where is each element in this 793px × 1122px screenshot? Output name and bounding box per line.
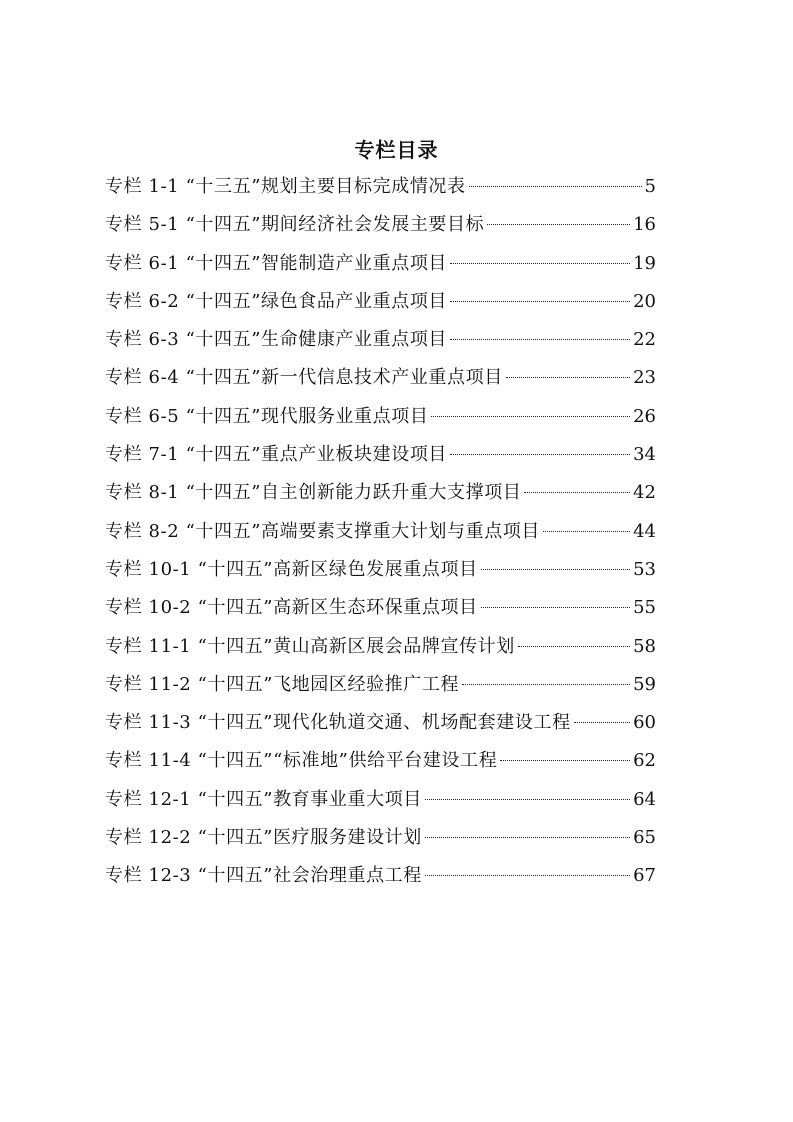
toc-entry[interactable] — [105, 555, 656, 593]
toc-entry[interactable] — [105, 670, 656, 708]
dot-leader — [524, 492, 630, 493]
toc-entry-page-number: 64 — [633, 788, 656, 810]
dot-leader — [431, 416, 630, 417]
toc-entry-title: 专栏 8-1 “十四五”自主创新能力跃升重大支撑项目 — [105, 482, 522, 504]
dot-leader — [481, 569, 630, 570]
toc-entry[interactable] — [105, 593, 656, 631]
toc-entry-page-number: 59 — [633, 673, 656, 695]
toc-entry-title: 专栏 10-1 “十四五”高新区绿色发展重点项目 — [105, 558, 478, 580]
toc-entry[interactable] — [105, 363, 656, 401]
dot-leader — [450, 454, 630, 455]
dot-leader — [425, 837, 630, 838]
toc-entry-title: 专栏 7-1 “十四五”重点产业板块建设项目 — [105, 444, 448, 466]
toc-entry-page-number: 67 — [633, 865, 656, 887]
toc-entry-title: 专栏 6-5 “十四五”现代服务业重点项目 — [105, 405, 429, 427]
toc-entry-title: 专栏 12-3 “十四五”社会治理重点工程 — [105, 865, 422, 887]
toc-entry-page-number: 55 — [633, 597, 656, 619]
toc-entry-page-number: 20 — [633, 290, 656, 312]
toc-entry-title: 专栏 12-2 “十四五”医疗服务建设计划 — [105, 827, 422, 849]
toc-entry-page-number: 34 — [633, 444, 656, 466]
dot-leader — [425, 799, 630, 800]
dot-leader — [574, 722, 630, 723]
toc-entry[interactable] — [105, 402, 656, 440]
toc-entry-title: 专栏 6-2 “十四五”绿色食品产业重点项目 — [105, 290, 448, 312]
toc-entry-page-number: 16 — [633, 214, 656, 236]
toc-entry-page-number: 65 — [633, 827, 656, 849]
dot-leader — [500, 760, 630, 761]
toc-entry[interactable] — [105, 517, 656, 555]
toc-entry-title: 专栏 1-1 “十三五”规划主要目标完成情况表 — [105, 176, 466, 197]
toc-entry[interactable] — [105, 785, 656, 823]
toc-entry-page-number: 53 — [633, 558, 656, 580]
toc-entry-title: 专栏 6-3 “十四五”生命健康产业重点项目 — [105, 329, 448, 351]
toc-entry[interactable] — [105, 632, 656, 670]
toc-entry-page-number: 62 — [633, 750, 656, 772]
toc-entry-title: 专栏 8-2 “十四五”高端要素支撑重大计划与重点项目 — [105, 520, 541, 542]
toc-entry[interactable] — [105, 287, 656, 325]
toc-list — [105, 172, 656, 900]
toc-entry[interactable] — [105, 440, 656, 478]
toc-entry-title: 专栏 11-4 “十四五”“标准地”供给平台建设工程 — [105, 750, 498, 772]
toc-entry-page-number: 60 — [633, 712, 656, 734]
toc-entry[interactable] — [105, 708, 656, 746]
dot-leader — [450, 301, 630, 302]
toc-entry-page-number: 22 — [633, 329, 656, 351]
toc-entry-page-number: 5 — [644, 176, 656, 197]
toc-entry-title: 专栏 11-1 “十四五”黄山高新区展会品牌宣传计划 — [105, 635, 515, 657]
toc-entry-title: 专栏 11-2 “十四五”飞地园区经验推广工程 — [105, 673, 460, 695]
toc-entry[interactable] — [105, 249, 656, 287]
toc-entry[interactable] — [105, 210, 656, 248]
toc-entry-title: 专栏 6-1 “十四五”智能制造产业重点项目 — [105, 252, 448, 274]
toc-entry-page-number: 26 — [633, 405, 656, 427]
toc-title: 专栏目录 — [354, 138, 439, 162]
toc-entry[interactable] — [105, 478, 656, 516]
toc-entry-page-number: 42 — [633, 482, 656, 504]
dot-leader — [450, 339, 630, 340]
dot-leader — [462, 684, 630, 685]
dot-leader — [425, 875, 630, 876]
dot-leader — [518, 646, 630, 647]
toc-entry[interactable] — [105, 172, 656, 210]
dot-leader — [543, 531, 630, 532]
toc-entry-page-number: 23 — [633, 367, 656, 389]
toc-entry-title: 专栏 5-1 “十四五”期间经济社会发展主要目标 — [105, 214, 485, 236]
toc-entry-title: 专栏 11-3 “十四五”现代化轨道交通、机场配套建设工程 — [105, 712, 571, 734]
toc-entry-title: 专栏 6-4 “十四五”新一代信息技术产业重点项目 — [105, 367, 503, 389]
toc-entry-title: 专栏 12-1 “十四五”教育事业重大项目 — [105, 788, 422, 810]
toc-entry-title: 专栏 10-2 “十四五”高新区生态环保重点项目 — [105, 597, 478, 619]
toc-entry[interactable] — [105, 746, 656, 784]
toc-entry[interactable] — [105, 325, 656, 363]
dot-leader — [506, 377, 630, 378]
toc-entry[interactable] — [105, 861, 656, 899]
toc-entry[interactable] — [105, 823, 656, 861]
toc-entry-page-number: 19 — [633, 252, 656, 274]
dot-leader — [487, 224, 630, 225]
dot-leader — [481, 607, 630, 608]
toc-entry-page-number: 58 — [633, 635, 656, 657]
dot-leader — [469, 186, 642, 187]
dot-leader — [450, 263, 630, 264]
toc-entry-page-number: 44 — [633, 520, 656, 542]
